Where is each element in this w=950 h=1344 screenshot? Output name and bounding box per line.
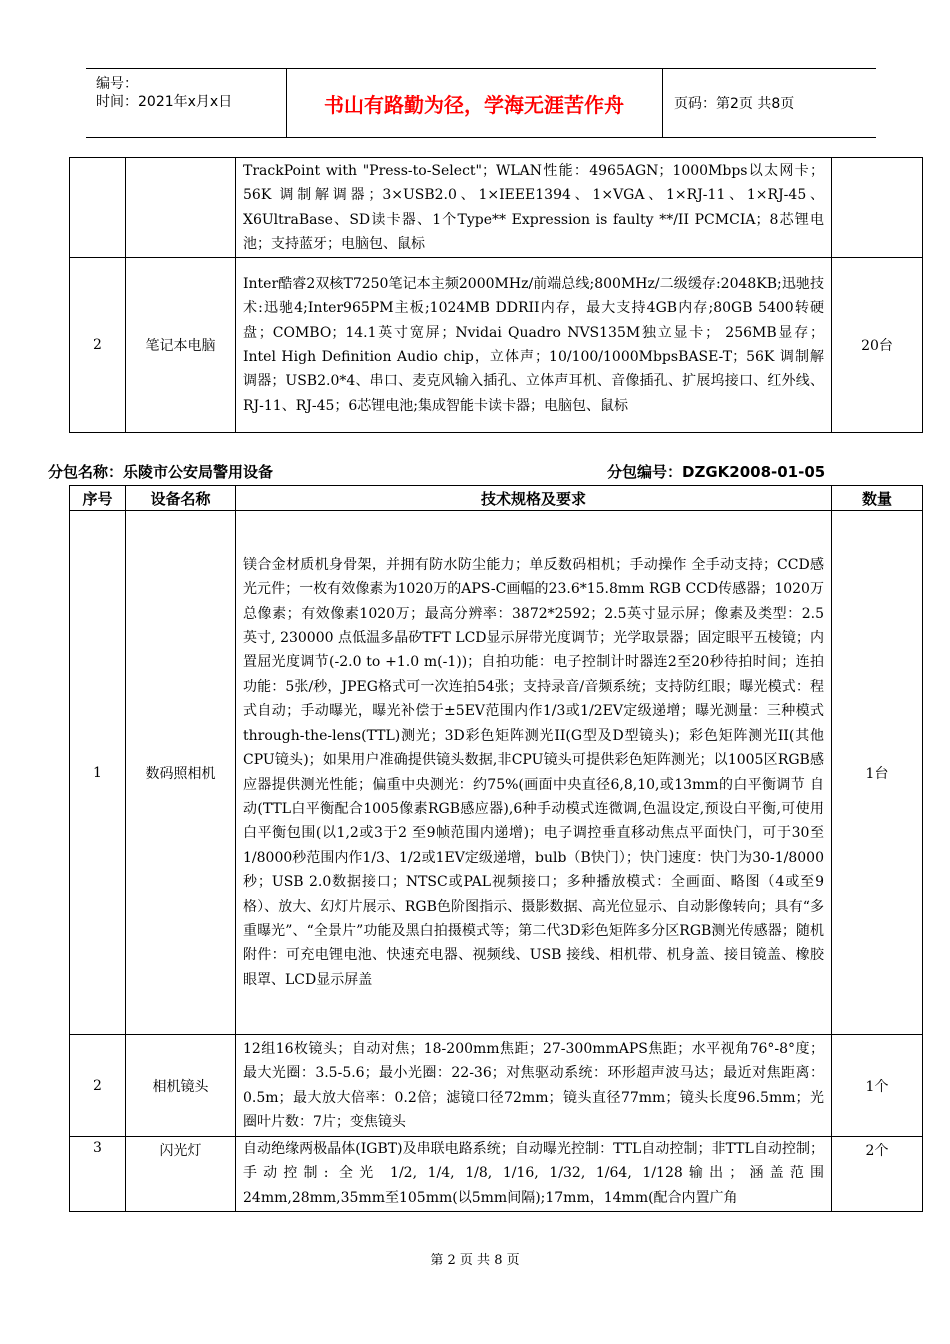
package-name: 分包名称：乐陵市公安局警用设备: [48, 463, 274, 481]
header-quantity: 数量: [832, 486, 923, 511]
equipment-spec: Inter酷睿2双核T7250笔记本主频2000MHz/前端总线;800MHz/二级缓存:2048KB;迅驰技术:迅驰4;Inter965PM主板;1024MB DDRII内存，最大支持4GB内存;80GB 5400转硬盘；COMBO；14.1英寸宽屏；Nvidai Quadro NVS135M独立显卡； 256MB显存；Intel High Definition Audio chip，立体声；10/100/1000MbpsBASE-T；56K 调制解调器；USB2.0*4、串口、麦克风输入插孔、立体声耳机、音像插孔、扩展坞接口、红外线、RJ-11、RJ-45；6芯锂电池;集成智能卡读卡器；电脑包、鼠标: [236, 258, 832, 433]
table-row: [70, 1137, 923, 1212]
table-row: [70, 1035, 923, 1137]
header-name: 设备名称: [126, 486, 236, 511]
header-number: 序号: [70, 486, 126, 511]
equipment-quantity: [832, 158, 923, 258]
equipment-quantity: 20台: [832, 258, 923, 433]
equipment-spec: 自动绝缘两极晶体(IGBT)及串联电路系统；自动曝光控制：TTL自动控制；非TTL自动控制；手动控制: 全光 1/2, 1/4, 1/8, 1/16, 1/32, 1/64, 1/128输出；涵盖范围24mm,28mm,35mm至105mm(以5mm间隔);17mm，14mm(配合内置广角: [236, 1137, 832, 1212]
row-number: 3: [70, 1137, 126, 1212]
equipment-quantity: 1台: [832, 511, 923, 1035]
equipment-spec: TrackPoint with "Press-to-Select"；WLAN性能：4965AGN；1000Mbps以太网卡； 56K 调制解调器；3×USB2.0、1×IEEE1394、1×VGA、1×RJ-11、1×RJ-45、X6UltraBase、SD读卡器、1个Type** Expression is faulty **/II PCMCIA；8芯锂电池；支持蓝牙；电脑包、鼠标: [236, 158, 832, 258]
row-number: 1: [70, 511, 126, 1035]
header-page-info: 页码：第2页 共8页: [674, 96, 795, 112]
header-meta: [86, 69, 286, 137]
equipment-quantity: 2个: [832, 1137, 923, 1212]
page-footer: 第 2 页 共 8 页: [430, 1253, 520, 1268]
table-row: [70, 158, 923, 258]
header-motto: 书山有路勤为径，学海无涯苦作舟: [324, 92, 624, 117]
equipment-name: 数码照相机: [126, 511, 236, 1035]
table-header-row: [70, 486, 923, 511]
row-number: 2: [70, 258, 126, 433]
header-divider: [662, 69, 663, 137]
equipment-name: 闪光灯: [126, 1137, 236, 1212]
equipment-spec: 镁合金材质机身骨架，并拥有防水防尘能力；单反数码相机；手动操作 全手动支持；CCD感光元件；一枚有效像素为1020万的APS-C画幅的23.6*15.8mm RGB CCD传感器；1020万总像素；有效像素1020万；最高分辨率：3872*2592；2.5英寸显示屏；像素及类型：2.5 英寸, 230000 点低温多晶矽TFT LCD显示屏带光度调节；光学取景器；固定眼平五棱镜；内置屈光度调节(-2.0 to +1.0 m(-1))；自拍功能：电子控制计时器连2至20秒待拍时间；连拍功能：5张/秒，JPEG格式可一次连拍54张；支持录音/音频系统；支持防红眼；曝光模式：程式自动；手动曝光，曝光补偿于±5EV范围内作1/3或1/2EV定级递增；曝光测量：三种模式through-the-lens(TTL)测光；3D彩色矩阵测光II(G型及D型镜头)；彩色矩阵测光II(其他CPU镜头)；如果用户准确提供镜头数据,非CPU镜头可提供彩色矩阵测光；以1005区RGB感应器提供测光性能；偏重中央测光：约75%(画面中央直径6,8,10,或13mm的白平衡调节 自动(TTL白平衡配合1005像素RGB感应器),6种手动模式连微调,色温设定,预设白平衡,可使用白平衡包围(以1,2或3于2 至9帧范围内递增)；电子调控垂直移动焦点平面快门，可于30至1/8000秒范围内作1/3、1/2或1EV定级递增，bulb（B快门）；快门速度：快门为30-1/8000秒；USB 2.0数据接口；NTSC或PAL视频接口；多种播放模式：全画面、略图（4或至9格）、放大、幻灯片展示、RGB色阶图指示、摄影数据、高光位显示、自动影像转向；具有“多重曝光”、“全景片”功能及黑白拍摄模式等；第二代3D彩色矩阵多分区RGB测光传感器；随机附件：可充电锂电池、快速充电器、视频线、USB 接线、相机带、机身盖、接目镜盖、橡胶眼罩、LCD显示屏盖: [236, 511, 832, 1035]
row-number: [70, 158, 126, 258]
equipment-name: 相机镜头: [126, 1035, 236, 1137]
equipment-name: [126, 158, 236, 258]
row-number: 2: [70, 1035, 126, 1137]
header-spec: 技术规格及要求: [236, 486, 832, 511]
header-time-label: 时间：2021年x月x日: [96, 94, 233, 110]
table-row: [70, 511, 923, 1035]
page-header: [86, 68, 876, 138]
header-number-label: 编号：: [96, 76, 138, 92]
equipment-table-continued: [69, 157, 923, 433]
equipment-quantity: 1个: [832, 1035, 923, 1137]
equipment-table: [69, 485, 923, 1212]
package-code: 分包编号：DZGK2008-01-05: [607, 463, 826, 481]
table-row: [70, 258, 923, 433]
equipment-name: 笔记本电脑: [126, 258, 236, 433]
equipment-spec: 12组16枚镜头；自动对焦；18-200mm焦距；27-300mmAPS焦距；水平视角76°-8°度；最大光圈：3.5-5.6；最小光圈：22-36；对焦驱动系统：环形超声波马达；最近对焦距离：0.5m；最大放大倍率：0.2倍；滤镜口径72mm；镜头直径77mm；镜头长度96.5mm；光圈叶片数：7片；变焦镜头: [236, 1035, 832, 1137]
